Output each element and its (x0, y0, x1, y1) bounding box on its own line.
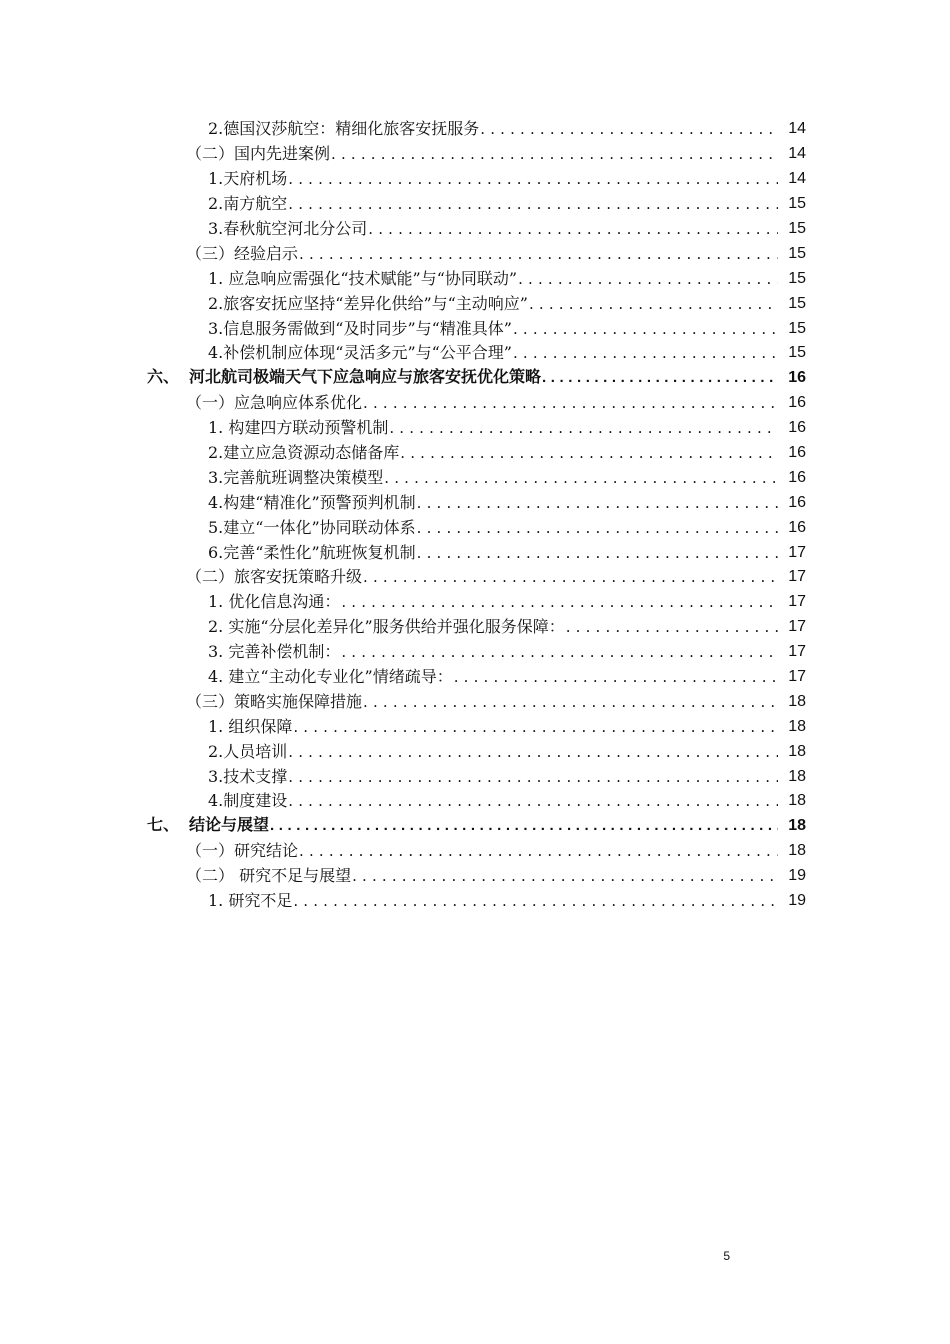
toc-dot-leader (299, 242, 778, 266)
toc-entry-page: 19 (778, 889, 806, 913)
toc-entry-text: 4.制度建设 (208, 791, 288, 811)
toc-entry-page: 14 (778, 117, 806, 141)
toc-entry-page: 15 (778, 217, 806, 241)
toc-dot-leader (331, 142, 778, 166)
toc-entry-page: 16 (778, 491, 806, 515)
toc-entry-title (208, 192, 288, 216)
toc-entry-text: 3.信息服务需做到“及时同步”与“精准具体” (208, 318, 512, 338)
toc-dot-leader (368, 217, 778, 241)
toc-entry-text: 2.旅客安抚应坚持“差异化供给”与“主动响应” (208, 293, 528, 313)
toc-entry-title (208, 740, 288, 764)
toc-entry[interactable] (208, 465, 806, 490)
toc-entry[interactable] (186, 241, 806, 266)
toc-entry-page: 17 (778, 541, 806, 565)
toc-entry[interactable] (208, 789, 806, 814)
toc-entry-page: 15 (778, 267, 806, 291)
toc-dot-leader (389, 416, 778, 440)
toc-entry-page: 15 (778, 192, 806, 216)
toc-entry[interactable] (208, 640, 806, 665)
toc-entry-page: 15 (778, 341, 806, 365)
toc-entry-title (208, 217, 368, 241)
toc-entry-text: 2.人员培训 (208, 741, 288, 761)
toc-entry-text: 1. 应急响应需强化“技术赋能”与“协同联动” (208, 268, 518, 288)
toc-entry-page: 18 (778, 789, 806, 813)
toc-entry-title (208, 541, 417, 565)
toc-entry-page: 18 (778, 715, 806, 739)
toc-entry-text: 1. 优化信息沟通： (208, 592, 341, 612)
toc-dot-leader (288, 740, 778, 764)
toc-entry[interactable] (208, 117, 806, 142)
toc-entry-text: 4.补偿机制应体现“灵活多元”与“公平合理” (208, 343, 512, 363)
toc-entry[interactable] (208, 764, 806, 789)
toc-entry-page: 14 (778, 167, 806, 191)
toc-dot-leader (341, 590, 778, 614)
toc-entry-title (208, 292, 529, 316)
toc-entry-text: 2.南方航空 (208, 194, 288, 214)
toc-dot-leader (417, 516, 778, 540)
toc-entry-title (208, 715, 293, 739)
toc-dot-leader (270, 814, 778, 838)
toc-entry-title (208, 441, 400, 465)
toc-dot-leader (363, 565, 778, 589)
toc-entry[interactable] (186, 689, 806, 714)
toc-entry-title (208, 267, 518, 291)
toc-dot-leader (513, 317, 778, 341)
toc-entry[interactable] (208, 291, 806, 316)
toc-entry[interactable] (208, 714, 806, 739)
toc-dot-leader (566, 615, 778, 639)
toc-entry[interactable] (186, 142, 806, 167)
toc-entry-page: 17 (778, 665, 806, 689)
toc-dot-leader (417, 491, 778, 515)
toc-entry-title (208, 117, 480, 141)
toc-entry[interactable] (208, 665, 806, 690)
toc-entry[interactable] (208, 490, 806, 515)
toc-dot-leader (400, 441, 778, 465)
toc-entry[interactable] (208, 615, 806, 640)
toc-entry-text: 2.德国汉莎航空：精细化旅客安抚服务 (208, 119, 480, 139)
toc-entry[interactable] (186, 839, 806, 864)
toc-entry-page: 16 (778, 416, 806, 440)
toc-dot-leader (288, 192, 778, 216)
toc-entry-page: 18 (778, 814, 806, 838)
toc-entry[interactable] (208, 739, 806, 764)
toc-dot-leader (384, 466, 778, 490)
toc-entry-page: 17 (778, 590, 806, 614)
toc-entry-page: 16 (778, 366, 806, 390)
toc-entry-text: 4.构建“精准化”预警预判机制 (208, 492, 416, 512)
toc-entry-page: 15 (778, 242, 806, 266)
table-of-contents (0, 117, 950, 914)
toc-dot-leader (352, 864, 778, 888)
toc-entry-page: 18 (778, 690, 806, 714)
toc-entry-title (186, 839, 299, 863)
toc-entry-page: 17 (778, 565, 806, 589)
toc-entry-text: 1. 组织保障 (208, 716, 293, 736)
toc-entry-title (208, 491, 417, 515)
toc-entry-text: 3.春秋航空河北分公司 (208, 219, 368, 238)
toc-entry[interactable] (208, 217, 806, 242)
toc-entry-page: 18 (778, 765, 806, 789)
toc-dot-leader (299, 839, 778, 863)
toc-entry-title (208, 416, 389, 440)
toc-entry[interactable] (208, 316, 806, 341)
toc-entry[interactable] (208, 341, 806, 366)
toc-entry-number: 六、 (147, 369, 180, 387)
toc-entry-text: 2.建立应急资源动态储备库 (208, 443, 400, 463)
toc-entry-title (208, 665, 454, 689)
toc-entry-title (208, 590, 341, 614)
toc-entry-text: （三）策略实施保障措施 (186, 691, 363, 711)
toc-dot-leader (288, 789, 778, 813)
toc-entry-page: 14 (778, 142, 806, 166)
toc-entry-title (147, 366, 542, 390)
toc-entry[interactable] (208, 441, 806, 466)
toc-entry-title (186, 864, 352, 888)
toc-entry-text: 6.完善“柔性化”航班恢复机制 (208, 542, 416, 562)
toc-entry-text: （一）研究结论 (186, 841, 299, 861)
toc-entry-title (208, 789, 288, 813)
toc-dot-leader (293, 715, 778, 739)
toc-entry-page: 15 (778, 292, 806, 316)
toc-entry[interactable] (147, 366, 806, 391)
toc-entry[interactable] (147, 814, 806, 839)
toc-dot-leader (417, 541, 778, 565)
toc-entry-page: 18 (778, 740, 806, 764)
toc-dot-leader (363, 690, 778, 714)
toc-entry-title (208, 516, 417, 540)
toc-dot-leader (518, 267, 778, 291)
toc-entry-text: 河北航司极端天气下应急响应与旅客安抚优化策略 (189, 369, 542, 387)
toc-entry-title (147, 814, 270, 838)
toc-dot-leader (288, 765, 778, 789)
toc-entry-title (186, 242, 299, 266)
toc-dot-leader (480, 117, 778, 141)
toc-entry-page: 16 (778, 466, 806, 490)
toc-dot-leader (363, 391, 778, 415)
toc-entry-text: 4. 建立“主动化专业化”情绪疏导： (208, 667, 453, 687)
toc-entry[interactable] (186, 391, 806, 416)
toc-entry-number: 七、 (147, 817, 180, 835)
toc-entry-title (208, 640, 341, 664)
toc-entry-page: 16 (778, 441, 806, 465)
toc-entry-text: 3.完善航班调整决策模型 (208, 467, 384, 487)
toc-dot-leader (513, 341, 778, 365)
toc-dot-leader (542, 366, 778, 390)
toc-entry[interactable] (208, 590, 806, 615)
toc-dot-leader (529, 292, 778, 316)
toc-entry[interactable] (186, 864, 806, 889)
toc-entry-text: 3.技术支撑 (208, 766, 288, 786)
toc-entry-page: 16 (778, 391, 806, 415)
toc-entry-title (208, 317, 513, 341)
page-number: 5 (723, 1249, 730, 1263)
toc-dot-leader (293, 889, 778, 913)
toc-entry[interactable] (208, 192, 806, 217)
toc-entry-page: 15 (778, 317, 806, 341)
toc-entry-title (186, 690, 363, 714)
toc-entry-text: （二） 研究不足与展望 (186, 866, 352, 886)
toc-entry-page: 19 (778, 864, 806, 888)
toc-entry-title (208, 765, 288, 789)
toc-entry[interactable] (186, 565, 806, 590)
toc-entry-page: 17 (778, 615, 806, 639)
toc-entry-page: 17 (778, 640, 806, 664)
toc-dot-leader (454, 665, 778, 689)
toc-entry-title (208, 466, 384, 490)
toc-entry-text: （二）旅客安抚策略升级 (186, 567, 363, 587)
toc-entry-title (186, 565, 363, 589)
toc-entry-text: 1.天府机场 (208, 169, 288, 189)
toc-entry[interactable] (208, 416, 806, 441)
toc-entry-text: 5.建立“一体化”协同联动体系 (208, 517, 416, 537)
toc-entry[interactable] (208, 889, 806, 914)
toc-entry-title (208, 167, 288, 191)
toc-entry-page: 16 (778, 516, 806, 540)
toc-entry-page: 18 (778, 839, 806, 863)
toc-entry[interactable] (208, 266, 806, 291)
toc-entry-text: （三）经验启示 (186, 243, 299, 263)
toc-entry-text: 1. 构建四方联动预警机制 (208, 418, 389, 438)
toc-entry-text: 1. 研究不足 (208, 891, 293, 911)
toc-entry-text: （二）国内先进案例 (186, 144, 331, 164)
toc-entry-text: 3. 完善补偿机制： (208, 642, 341, 662)
toc-entry-title (186, 142, 331, 166)
toc-dot-leader (341, 640, 778, 664)
toc-entry[interactable] (208, 515, 806, 540)
toc-entry[interactable] (208, 167, 806, 192)
toc-dot-leader (288, 167, 778, 191)
toc-entry-text: （一）应急响应体系优化 (186, 393, 363, 413)
toc-entry-title (208, 615, 566, 639)
toc-entry-text: 2. 实施“分层化差异化”服务供给并强化服务保障： (208, 617, 565, 637)
toc-entry-title (186, 391, 363, 415)
toc-entry-text: 结论与展望 (189, 817, 270, 835)
toc-entry-title (208, 341, 513, 365)
toc-entry[interactable] (208, 540, 806, 565)
toc-entry-title (208, 889, 293, 913)
